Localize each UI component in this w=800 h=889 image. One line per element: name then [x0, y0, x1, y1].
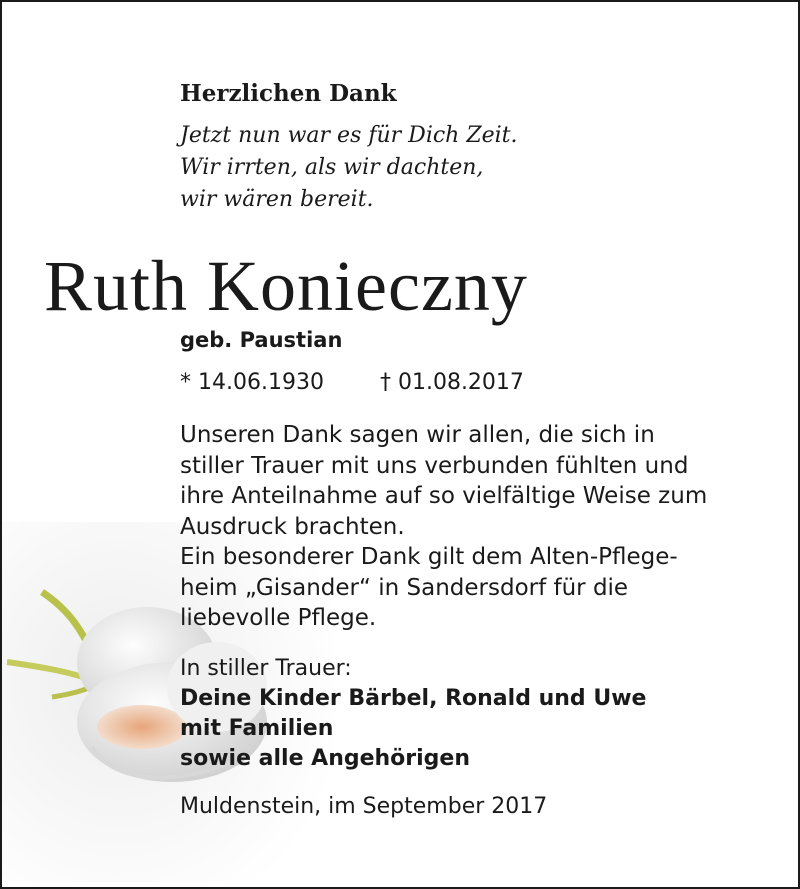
life-dates [180, 370, 524, 395]
message-line: Unseren Dank sagen wir allen, die sich in [180, 422, 655, 448]
mourning-intro: In stiller Trauer: [180, 656, 352, 681]
verse-line: wir wären bereit. [180, 187, 374, 212]
message-line: heim „Gisander“ in Sandersdorf für die [180, 574, 629, 601]
death-date: † 01.08.2017 [379, 370, 524, 395]
birth-date: * 14.06.1930 [180, 370, 324, 395]
message-line: ihre Anteilnahme auf so vielfältige Weise zum [180, 483, 708, 509]
message-line: Ausdruck brachten. [180, 513, 405, 540]
deceased-name: Ruth Konieczny [44, 246, 528, 326]
verse [180, 120, 518, 216]
mourner-line: Deine Kinder Bärbel, Ronald und Uwe [180, 686, 647, 711]
maiden-name: geb. Paustian [180, 328, 343, 352]
verse-line: Jetzt nun war es für Dich Zeit. [180, 123, 518, 148]
mourner-line: sowie alle Angehörigen [180, 746, 471, 771]
heading: Herzlichen Dank [180, 80, 397, 107]
verse-line: Wir irrten, als wir dachten, [180, 155, 484, 180]
mourners-block [180, 654, 646, 774]
message-line: Ein besonderer Dank gilt dem Alten-Pflege- [180, 544, 678, 570]
mourner-line: mit Familien [180, 716, 334, 741]
message-line: stiller Trauer mit uns verbunden fühlten und [180, 452, 689, 479]
thank-you-message [180, 420, 780, 634]
message-line: liebevolle Pflege. [180, 605, 377, 631]
place-date: Muldenstein, im September 2017 [180, 794, 548, 819]
